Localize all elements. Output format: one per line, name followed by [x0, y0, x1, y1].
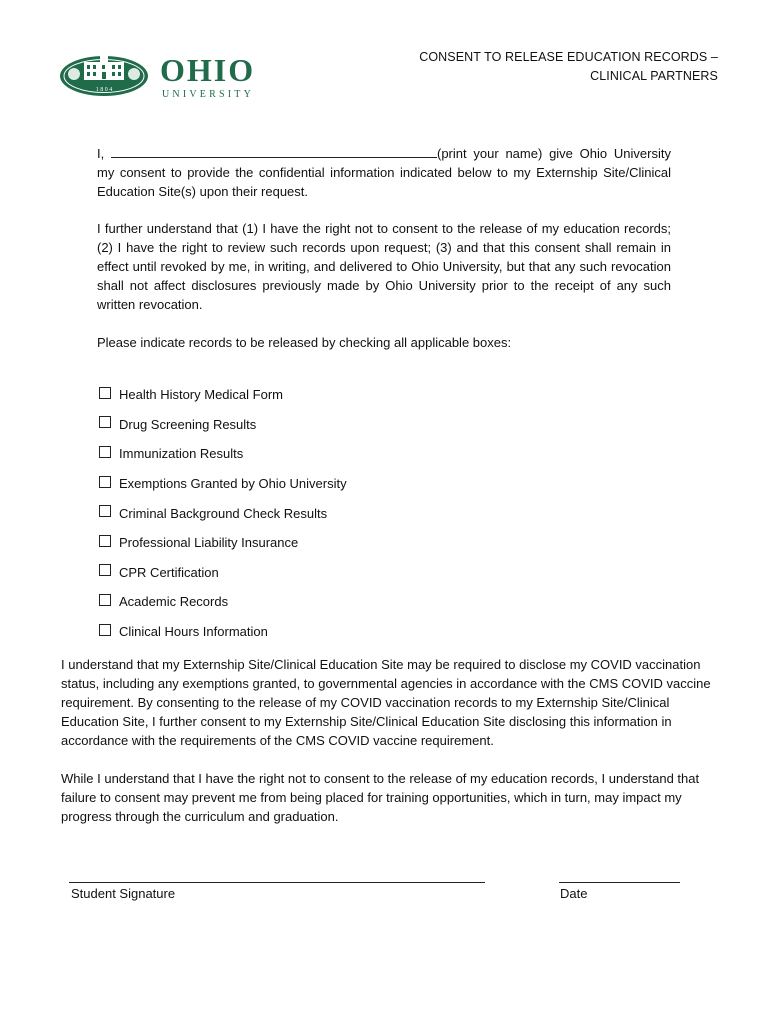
- consent-statement-text: (print your name) give Ohio University my consent to provide the confidential information indicated below to my Externship Site/Clinical Education Site(s) upon their request.: [97, 146, 671, 199]
- checklist-item-label: Professional Liability Insurance: [119, 535, 299, 551]
- checklist-item-label: CPR Certification: [119, 564, 219, 580]
- checkbox[interactable]: [99, 535, 111, 547]
- checkbox[interactable]: [99, 476, 111, 488]
- ohio-university-logo: [60, 44, 282, 102]
- records-checklist: [99, 380, 499, 646]
- name-blank-field[interactable]: [111, 144, 437, 158]
- consent-warning-paragraph: While I understand that I have the right not to consent to the release of my education records, I understand that failure to consent may prevent me from being placed for training opportunities, which in turn, may impact my progress through the curriculum and graduation.: [61, 771, 700, 824]
- checkbox[interactable]: [99, 564, 111, 576]
- title-line-2: CLINICAL PARTNERS: [590, 69, 718, 83]
- consent-statement: [97, 144, 671, 201]
- checklist-item: [99, 558, 499, 588]
- logo-year: 1 8 0 4: [95, 87, 113, 93]
- covid-paragraph: I understand that my Externship Site/Clinical Education Site may be required to disclose my COVID vaccination status, including any exemptions granted, to governmental agencies in accordance with the CMS COVID vaccine requirement. By consenting to the release of my COVID vaccination records to my Externship Site/Clinical Education Site, I further consent to my Externship Site/Clinical Education Site disclosing this information in accordance with the requirements of the CMS COVID vaccine requirement.: [61, 657, 711, 748]
- checklist-item-label: Academic Records: [119, 594, 229, 610]
- checklist-item: [99, 410, 499, 440]
- date-label: Date: [560, 886, 588, 901]
- checklist-item-label: Exemptions Granted by Ohio University: [119, 476, 347, 492]
- checkbox[interactable]: [99, 505, 111, 517]
- checklist-item-label: Drug Screening Results: [119, 416, 257, 432]
- document-title: [398, 48, 718, 86]
- checklist-instruction: Please indicate records to be released by checking all applicable boxes:: [97, 335, 512, 350]
- checklist-item-label: Criminal Background Check Results: [119, 505, 328, 521]
- checklist-item: [99, 587, 499, 617]
- title-line-1: CONSENT TO RELEASE EDUCATION RECORDS –: [419, 50, 718, 64]
- consent-prefix: I,: [97, 146, 111, 161]
- rights-paragraph: I further understand that (1) I have the right not to consent to the release of my education records; (2) I have the right to review such records upon request; (3) and that this consent shall remain in effect until revoked by me, in writing, and delivered to Ohio University, but that any such revocation shall not affect disclosures previously made by Ohio University prior to the receipt of any such written revocation.: [97, 221, 671, 312]
- logo-wordmark: OHIO: [160, 52, 256, 88]
- student-signature-label: Student Signature: [71, 886, 176, 901]
- checklist-item: [99, 439, 499, 469]
- checklist-item: [99, 498, 499, 528]
- checkbox[interactable]: [99, 416, 111, 428]
- student-signature-line[interactable]: [69, 882, 485, 883]
- checkbox[interactable]: [99, 624, 111, 636]
- checklist-item-label: Health History Medical Form: [119, 387, 283, 403]
- checkbox[interactable]: [99, 594, 111, 606]
- logo-subtext: UNIVERSITY: [162, 89, 254, 100]
- checklist-item: [99, 528, 499, 558]
- checkbox[interactable]: [99, 387, 111, 399]
- checklist-item-label: Clinical Hours Information: [119, 624, 268, 640]
- checklist-item: [99, 617, 499, 647]
- date-line[interactable]: [559, 882, 680, 883]
- checkbox[interactable]: [99, 446, 111, 458]
- checklist-item: [99, 469, 499, 499]
- checklist-item-label: Immunization Results: [119, 446, 244, 462]
- checklist-item: [99, 380, 499, 410]
